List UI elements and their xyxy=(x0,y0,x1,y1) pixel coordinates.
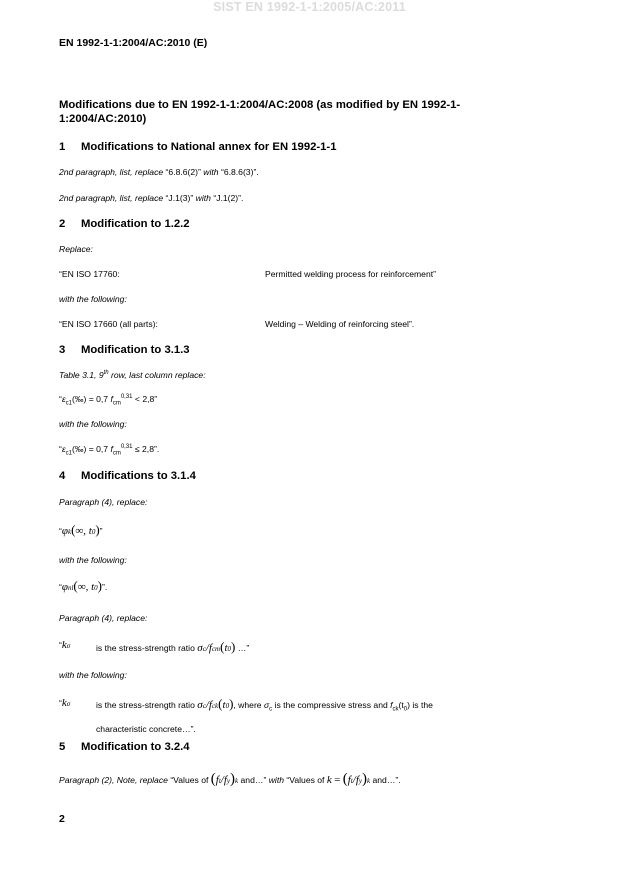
text: is the stress-strength ratio xyxy=(96,700,195,710)
standard-code: “EN ISO 17760: xyxy=(59,269,120,279)
subscript: cm xyxy=(211,645,221,653)
subscript: y xyxy=(358,777,362,785)
section-number: 4 xyxy=(59,470,66,482)
slash: / xyxy=(205,699,209,711)
f-symbol: f xyxy=(110,394,113,404)
with-word: with xyxy=(195,193,211,203)
section-5-line: Paragraph (2), Note, replace “Values of (ft/fy)k and…” with “Values of k = (ft/fy)k and…”. xyxy=(59,771,401,787)
slash: / xyxy=(220,774,224,786)
text: < 2,8” xyxy=(132,394,158,404)
text: is the compressive stress and xyxy=(272,700,388,710)
f-symbol: f xyxy=(110,444,113,454)
sigma-symbol: σ xyxy=(197,699,203,711)
page-number: 2 xyxy=(59,813,65,825)
old-ref: “6.8.6(2)” xyxy=(165,167,201,177)
subscript: k xyxy=(67,528,72,536)
section-title: Modification to 1.2.2 xyxy=(81,218,190,230)
instruction: Paragraph (2), Note, replace xyxy=(59,775,168,785)
section-2-heading xyxy=(59,218,190,230)
f-symbol: f xyxy=(223,774,227,786)
text: …” xyxy=(235,643,250,653)
phi-symbol: φ xyxy=(61,581,68,593)
text: “Values of xyxy=(286,775,325,785)
arguments: ∞, t xyxy=(75,525,92,537)
subscript: c xyxy=(269,706,273,713)
subscript: ck xyxy=(211,702,219,710)
new-standard-row xyxy=(59,319,559,329)
section-title: Modification to 3.2.4 xyxy=(81,741,190,753)
subscript: c1 xyxy=(65,400,72,407)
f-symbol: f xyxy=(208,699,212,711)
subscript: 0 xyxy=(94,584,98,592)
epsilon-symbol: ε xyxy=(61,444,66,454)
section-5-heading xyxy=(59,741,190,753)
section-number: 2 xyxy=(59,218,66,230)
exponent: 0,31 xyxy=(120,394,133,401)
text: ≤ 2,8”. xyxy=(132,444,160,454)
k-sigma-new: “kσ xyxy=(59,697,71,709)
watermark: SIST EN 1992-1-1:2005/AC:2011 xyxy=(213,0,406,14)
f-symbol: f xyxy=(215,774,219,786)
paragraph-instruction: Paragraph (4), replace: xyxy=(59,497,148,507)
subscript: 0 xyxy=(225,702,230,710)
f-symbol: f xyxy=(208,642,212,654)
f-symbol: f xyxy=(355,774,359,786)
instruction: 2nd paragraph, list, replace xyxy=(59,167,164,177)
section-1-heading xyxy=(59,141,336,153)
t-symbol: t xyxy=(224,642,228,654)
sigma-symbol: σ xyxy=(263,700,270,710)
subscript: 0 xyxy=(403,706,408,713)
exponent: 0,31 xyxy=(120,444,133,451)
k-symbol: k xyxy=(61,697,67,709)
text: and…”. xyxy=(372,775,401,785)
equals-sign: = xyxy=(334,774,341,786)
k-symbol: k xyxy=(326,774,332,786)
text: “Values of xyxy=(170,775,209,785)
slash: / xyxy=(205,642,209,654)
old-ref: “J.1(3)” xyxy=(165,193,194,203)
sigma-symbol: σ xyxy=(197,642,203,654)
text: characteristic concrete…”. xyxy=(96,723,196,734)
text: and…” xyxy=(240,775,267,785)
with-following-label: with the following: xyxy=(59,294,127,304)
f-symbol: f xyxy=(347,774,351,786)
document-id: EN 1992-1-1:2004/AC:2010 (E) xyxy=(59,37,208,49)
old-standard-row xyxy=(59,269,559,279)
new-formula: “$\varepsilon_{c1}(‰) = 0,7$ $f_{cm}^{0,31} \le 2,8$”. xyxy=(59,444,160,457)
text: (t xyxy=(398,700,404,710)
subscript: ck xyxy=(392,706,399,713)
t-symbol: t xyxy=(222,699,226,711)
section-number: 3 xyxy=(59,344,66,356)
superscript: th xyxy=(103,370,109,377)
section-number: 5 xyxy=(59,741,66,753)
slash: / xyxy=(352,774,356,786)
new-ref: “J.1(2)”. xyxy=(213,193,244,203)
text: row, last column replace: xyxy=(108,370,206,380)
with-following-label: with the following: xyxy=(59,670,127,680)
phi-k-formula: “φk(∞, t0)” xyxy=(59,522,103,537)
section-4-heading xyxy=(59,470,196,482)
text: Table 3.1, 9 xyxy=(59,370,104,380)
k-sigma-old: “kσ xyxy=(59,639,71,651)
section-1-line-1 xyxy=(59,167,259,177)
subscript: σ xyxy=(66,700,71,708)
standard-description: Permitted welding process for reinforcement” xyxy=(265,269,436,279)
arguments: ∞, t xyxy=(77,581,95,593)
subscript: c1 xyxy=(65,450,72,457)
subscript: cm xyxy=(112,400,121,407)
with-word: with xyxy=(203,167,219,177)
epsilon-symbol: ε xyxy=(61,394,66,404)
phi-nl-formula: “φnl(∞, t0)”. xyxy=(59,578,108,593)
standard-code: “EN ISO 17660 (all parts): xyxy=(59,319,158,329)
with-following-label: with the following: xyxy=(59,419,127,429)
k-sigma-new-text: is the stress-strength ratio σc/fck(t0), where $\sigma_c$ is the compressive stress and $f_{ck}(t_0)$ is the characteristic concrete…”. xyxy=(96,696,433,734)
section-title: Modification to 3.1.3 xyxy=(81,344,190,356)
section-title: Modifications to 3.1.4 xyxy=(81,470,196,482)
paragraph-instruction: Paragraph (4), replace: xyxy=(59,613,148,623)
subscript: t xyxy=(350,777,353,785)
f-symbol: f xyxy=(390,700,393,710)
text: (‰) = 0,7 xyxy=(72,444,109,454)
section-number: 1 xyxy=(59,141,66,153)
subscript: 0 xyxy=(91,528,96,536)
subscript: k xyxy=(235,777,239,785)
section-title: Modifications to National annex for EN 1992-1-1 xyxy=(81,141,337,153)
standard-description: Welding – Welding of reinforcing steel”. xyxy=(265,319,415,329)
new-ref: “6.8.6(3)”. xyxy=(220,167,259,177)
with-word: with xyxy=(268,775,284,785)
text: is the stress-strength ratio xyxy=(96,643,195,653)
phi-symbol: φ xyxy=(61,525,68,537)
main-title: Modifications due to EN 1992-1-1:2004/AC:2008 (as modified by EN 1992-1-1:2004/AC:2010) xyxy=(59,99,461,125)
table-reference xyxy=(59,370,206,380)
replace-label: Replace: xyxy=(59,244,93,254)
subscript: t xyxy=(218,777,221,785)
section-1-line-2 xyxy=(59,193,243,203)
subscript: k xyxy=(366,777,371,785)
instruction: 2nd paragraph, list, replace xyxy=(59,193,164,203)
k-sigma-old-text: is the stress-strength ratio σc/fcm(t0) …” xyxy=(96,639,250,654)
subscript: σ xyxy=(66,642,71,650)
subscript: c xyxy=(202,645,206,653)
text: , where xyxy=(233,700,262,710)
text: ) is the xyxy=(407,700,433,710)
text: (‰) = 0,7 xyxy=(72,394,109,404)
k-symbol: k xyxy=(61,639,67,651)
subscript: cm xyxy=(112,450,121,457)
section-3-heading xyxy=(59,344,190,356)
subscript: 0 xyxy=(227,645,232,653)
old-formula: “$\varepsilon_{c1}(‰) = 0,7$ $f_{cm}^{0,31} < 2,8$” xyxy=(59,394,158,407)
subscript: c xyxy=(202,702,206,710)
subscript: nl xyxy=(67,584,74,592)
subscript: y xyxy=(226,777,231,785)
with-following-label: with the following: xyxy=(59,555,127,565)
